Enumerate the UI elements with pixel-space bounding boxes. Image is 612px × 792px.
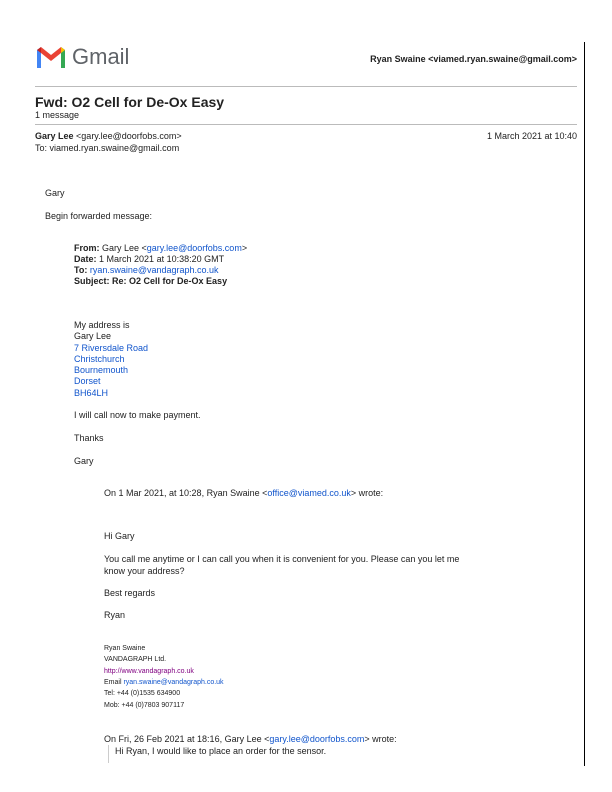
recipient: To: viamed.ryan.swaine@gmail.com: [35, 143, 180, 153]
quote1-regards: Best regards: [104, 588, 156, 598]
sender-name: Gary Lee: [35, 131, 74, 141]
greeting: Gary: [45, 188, 65, 198]
fwd-from-close: >: [241, 243, 248, 253]
sig-tel: Tel: +44 (0)1535 634900: [104, 690, 181, 697]
sender: [35, 131, 182, 141]
fwd-subject: [74, 276, 227, 286]
address-line-5[interactable]: BH64LH: [74, 388, 109, 398]
thanks-line: Thanks: [74, 433, 104, 443]
address-line-2[interactable]: Christchurch: [74, 354, 125, 364]
sig-email-label: Email: [104, 679, 124, 686]
gmail-m-icon: [35, 44, 67, 68]
quote2-line-1: Hi Ryan, I would like to place an order for the sensor.: [115, 746, 327, 756]
sig-mob: Mob: +44 (0)7803 907117: [104, 702, 185, 709]
quote1-header-pre: On 1 Mar 2021, at 10:28, Ryan Swaine <: [104, 488, 268, 498]
quote1-email-link[interactable]: office@viamed.co.uk: [267, 488, 351, 498]
sig-email-link[interactable]: ryan.swaine@vandagraph.co.uk: [123, 679, 224, 686]
fwd-to: [74, 265, 219, 275]
quote2-header-pre: On Fri, 26 Feb 2021 at 18:16, Gary Lee <: [104, 734, 270, 744]
quote1-name: Ryan: [104, 610, 126, 620]
signoff-line: Gary: [74, 456, 94, 466]
fwd-from-email-link[interactable]: gary.lee@doorfobs.com: [146, 243, 242, 253]
quote1-header-post: > wrote:: [350, 488, 384, 498]
thread-subject: Fwd: O2 Cell for De-Ox Easy: [35, 94, 225, 110]
header-divider: [35, 86, 577, 87]
quote1-line-1: You call me anytime or I can call you when it is convenient for you. Please can you let me: [104, 554, 460, 564]
address-line-4[interactable]: Dorset: [74, 376, 101, 386]
sig-website-link[interactable]: http://www.vandagraph.co.uk: [104, 668, 194, 675]
sig-email: [104, 679, 224, 686]
address-intro: My address is: [74, 320, 130, 330]
fwd-date-label: Date:: [74, 254, 97, 264]
sig-name: Ryan Swaine: [104, 645, 146, 652]
quote2-bar: [108, 745, 109, 763]
fwd-from-label: From:: [74, 243, 100, 253]
fwd-subject-label: Subject:: [74, 276, 110, 286]
address-line-1[interactable]: 7 Riversdale Road: [74, 343, 149, 353]
fwd-to-label: To:: [74, 265, 88, 275]
sig-company: VANDAGRAPH Ltd.: [104, 656, 167, 663]
sender-email: <gary.lee@doorfobs.com>: [76, 131, 182, 141]
gmail-logo-text: Gmail: [72, 44, 130, 69]
message-date: 1 March 2021 at 10:40: [486, 131, 577, 141]
address-name: Gary Lee: [74, 331, 112, 341]
fwd-date: [74, 254, 224, 264]
right-border: [584, 42, 585, 766]
subject-divider: [35, 124, 577, 125]
fwd-subject-value: Re: O2 Cell for De-Ox Easy: [112, 276, 228, 286]
quote2-header-post: > wrote:: [364, 734, 397, 744]
message-count: 1 message: [35, 110, 80, 120]
quote1-header: [104, 488, 383, 498]
fwd-to-email-link[interactable]: ryan.swaine@vandagraph.co.uk: [89, 265, 219, 275]
account-label: Ryan Swaine <viamed.ryan.swaine@gmail.com>: [370, 54, 577, 64]
fwd-from-name: Gary Lee <: [102, 243, 147, 253]
quote1-line-2: know your address?: [104, 566, 185, 576]
quote2-header: [104, 734, 397, 744]
quote2-email-link[interactable]: gary.lee@doorfobs.com: [269, 734, 365, 744]
address-line-3[interactable]: Bournemouth: [74, 365, 129, 375]
fwd-from: [74, 243, 247, 253]
fwd-date-value: 1 March 2021 at 10:38:20 GMT: [99, 254, 225, 264]
quote1-greeting: Hi Gary: [104, 531, 135, 541]
forward-intro: Begin forwarded message:: [45, 211, 153, 221]
payment-line: I will call now to make payment.: [74, 410, 201, 420]
